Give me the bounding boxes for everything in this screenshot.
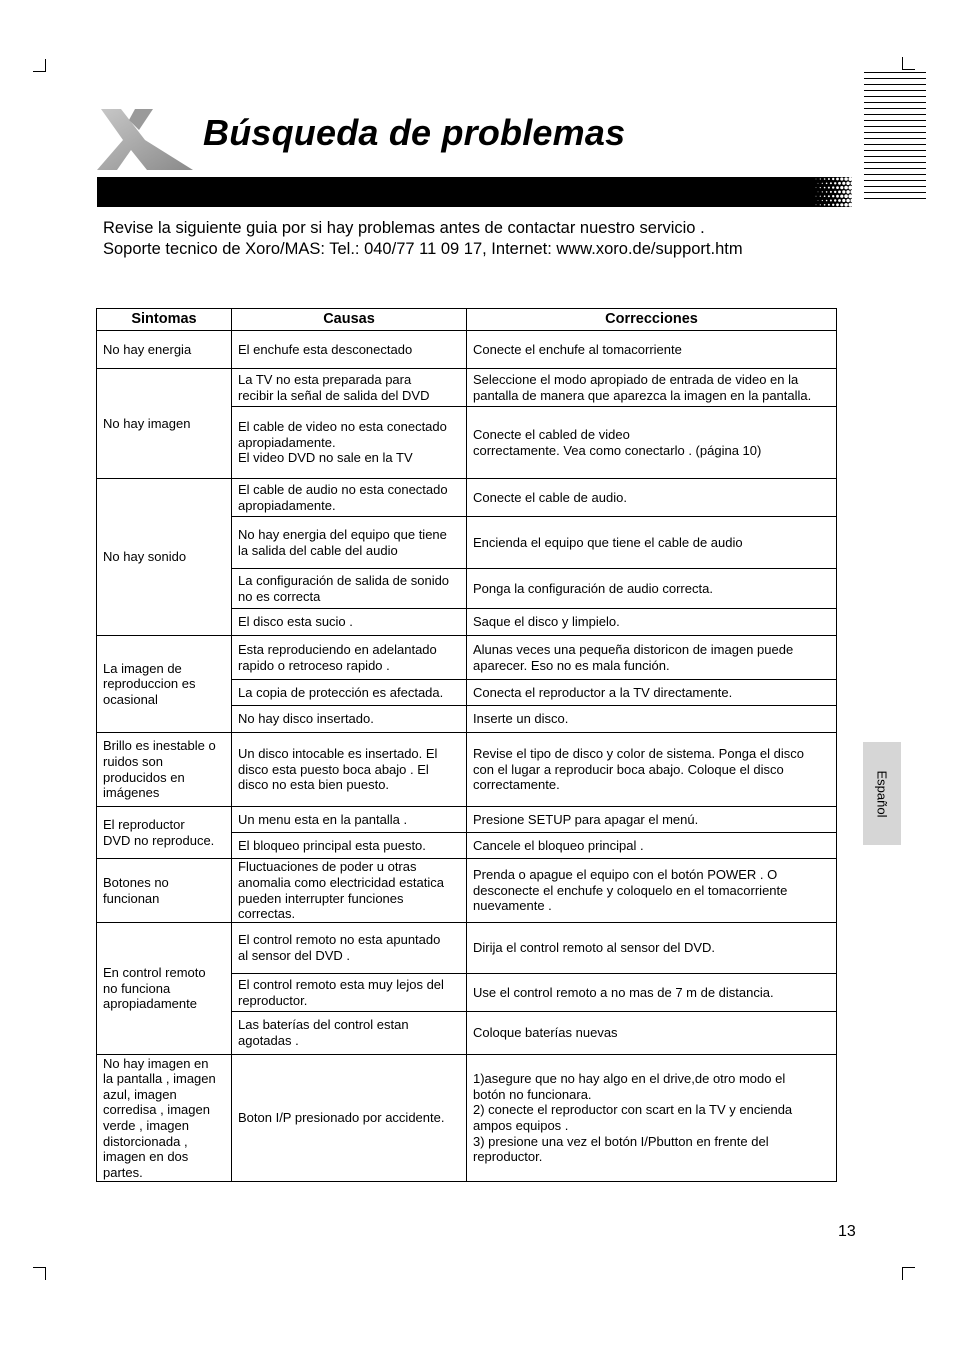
symptom-cell: No hay imagen (97, 369, 232, 479)
cause-cell: Las baterías del control estan agotadas . (232, 1012, 467, 1055)
page-title: Búsqueda de problemas (203, 112, 626, 153)
cause-cell: Boton I/P presionado por accidente. (232, 1055, 467, 1182)
cause-cell: El cable de video no esta conectado apropiadamente. El video DVD no sale en la TV (232, 407, 467, 479)
cause-cell: Un menu esta en la pantalla . (232, 807, 467, 833)
xoro-x-logo (95, 106, 195, 172)
symptom-cell: La imagen de reproduccion es ocasional (97, 636, 232, 733)
intro-line-2: Soporte tecnico de Xoro/MAS: Tel.: 040/77 11 09 17, Internet: www.xoro.de/support.htm (103, 240, 743, 258)
cause-cell: Fluctuaciones de poder u otras anomalia como electricidad estatica pueden interrupter funciones correctas. (232, 859, 467, 923)
crop-mark-top-left (33, 59, 46, 72)
fix-cell: Revise el tipo de disco y color de sistema. Ponga el disco con el lugar a reproducir boca abajo. Coloque el disco correctamente. (467, 733, 837, 807)
crop-mark-bottom-right (902, 1267, 915, 1280)
decorative-stripes (864, 72, 926, 200)
cause-cell: La configuración de salida de sonido no es correcta (232, 569, 467, 609)
troubleshooting-table (96, 308, 837, 1182)
header-symptoms: Sintomas (97, 309, 232, 331)
fix-cell: Conecta el reproductor a la TV directamente. (467, 680, 837, 706)
table-row (97, 807, 837, 833)
fix-cell: 1)asegure que no hay algo en el drive,de otro modo el botón no funcionara. 2) conecte el reproductor con scart en la TV y encienda ampos equipos . 3) presione una vez el botón I/Pbutton en frente del reproductor. (467, 1055, 837, 1182)
fix-cell: Use el control remoto a no mas de 7 m de distancia. (467, 974, 837, 1012)
fix-cell: Conecte el enchufe al tomacorriente (467, 331, 837, 369)
symptom-cell: Botones no funcionan (97, 859, 232, 923)
fix-cell: Cancele el bloqueo principal . (467, 833, 837, 859)
fix-cell: Coloque baterías nuevas (467, 1012, 837, 1055)
cause-cell: No hay energia del equipo que tiene la salida del cable del audio (232, 517, 467, 569)
fix-cell: Saque el disco y limpielo. (467, 609, 837, 636)
table-row (97, 479, 837, 517)
fix-cell: Inserte un disco. (467, 706, 837, 733)
cause-cell: No hay disco insertado. (232, 706, 467, 733)
language-tab (863, 742, 901, 845)
fix-cell: Prenda o apague el equipo con el botón POWER . O desconecte el enchufe y coloquelo en el tomacorriente nuevamente . (467, 859, 837, 923)
fix-cell: Seleccione el modo apropiado de entrada de video en la pantalla de manera que aparezca la imagen en la pantalla. (467, 369, 837, 407)
cause-cell: El bloqueo principal esta puesto. (232, 833, 467, 859)
cause-cell: La copia de protección es afectada. (232, 680, 467, 706)
title-underline-bar (97, 177, 851, 207)
fix-cell: Alunas veces una pequeña distoricon de imagen puede aparecer. Eso no es mala función. (467, 636, 837, 680)
cause-cell: El enchufe esta desconectado (232, 331, 467, 369)
table-row (97, 331, 837, 369)
cause-cell: El cable de audio no esta conectado apropiadamente. (232, 479, 467, 517)
symptom-cell: No hay imagen en la pantalla , imagen azul, imagen corredisa , imagen verde , imagen distorcionada , imagen en dos partes. (97, 1055, 232, 1182)
cause-cell: Esta reproduciendo en adelantado rapido o retroceso rapido . (232, 636, 467, 680)
symptom-cell: Brillo es inestable o ruidos son producidos en imágenes (97, 733, 232, 807)
fix-cell: Presione SETUP para apagar el menú. (467, 807, 837, 833)
crop-mark-top-right (902, 57, 915, 70)
table-row (97, 636, 837, 680)
table-row (97, 369, 837, 407)
intro-line-1: Revise la siguiente guia por si hay problemas antes de contactar nuestro servicio . (103, 219, 705, 237)
halftone-dots (814, 177, 852, 207)
symptom-cell: En control remoto no funciona apropiadamente (97, 923, 232, 1055)
table-header-row (97, 309, 837, 331)
fix-cell: Ponga la configuración de audio correcta. (467, 569, 837, 609)
fix-cell: Encienda el equipo que tiene el cable de audio (467, 517, 837, 569)
cause-cell: El control remoto no esta apuntado al sensor del DVD . (232, 923, 467, 974)
table-row (97, 923, 837, 974)
intro-text (103, 218, 743, 260)
header-corrections: Correcciones (467, 309, 837, 331)
fix-cell: Conecte el cable de audio. (467, 479, 837, 517)
symptom-cell: No hay sonido (97, 479, 232, 636)
header-causes: Causas (232, 309, 467, 331)
page-number: 13 (838, 1223, 856, 1240)
cause-cell: El control remoto esta muy lejos del reproductor. (232, 974, 467, 1012)
language-tab-label: Español (874, 770, 890, 817)
fix-cell: Conecte el cabled de video correctamente. Vea como conectarlo . (página 10) (467, 407, 837, 479)
table-row (97, 733, 837, 807)
cause-cell: El disco esta sucio . (232, 609, 467, 636)
cause-cell: Un disco intocable es insertado. El disco esta puesto boca abajo . El disco no esta bien puesto. (232, 733, 467, 807)
fix-cell: Dirija el control remoto al sensor del DVD. (467, 923, 837, 974)
symptom-cell: No hay energia (97, 331, 232, 369)
table-row (97, 1055, 837, 1182)
cause-cell: La TV no esta preparada para recibir la señal de salida del DVD (232, 369, 467, 407)
table-row (97, 859, 837, 923)
symptom-cell: El reproductor DVD no reproduce. (97, 807, 232, 859)
crop-mark-bottom-left (33, 1267, 46, 1280)
